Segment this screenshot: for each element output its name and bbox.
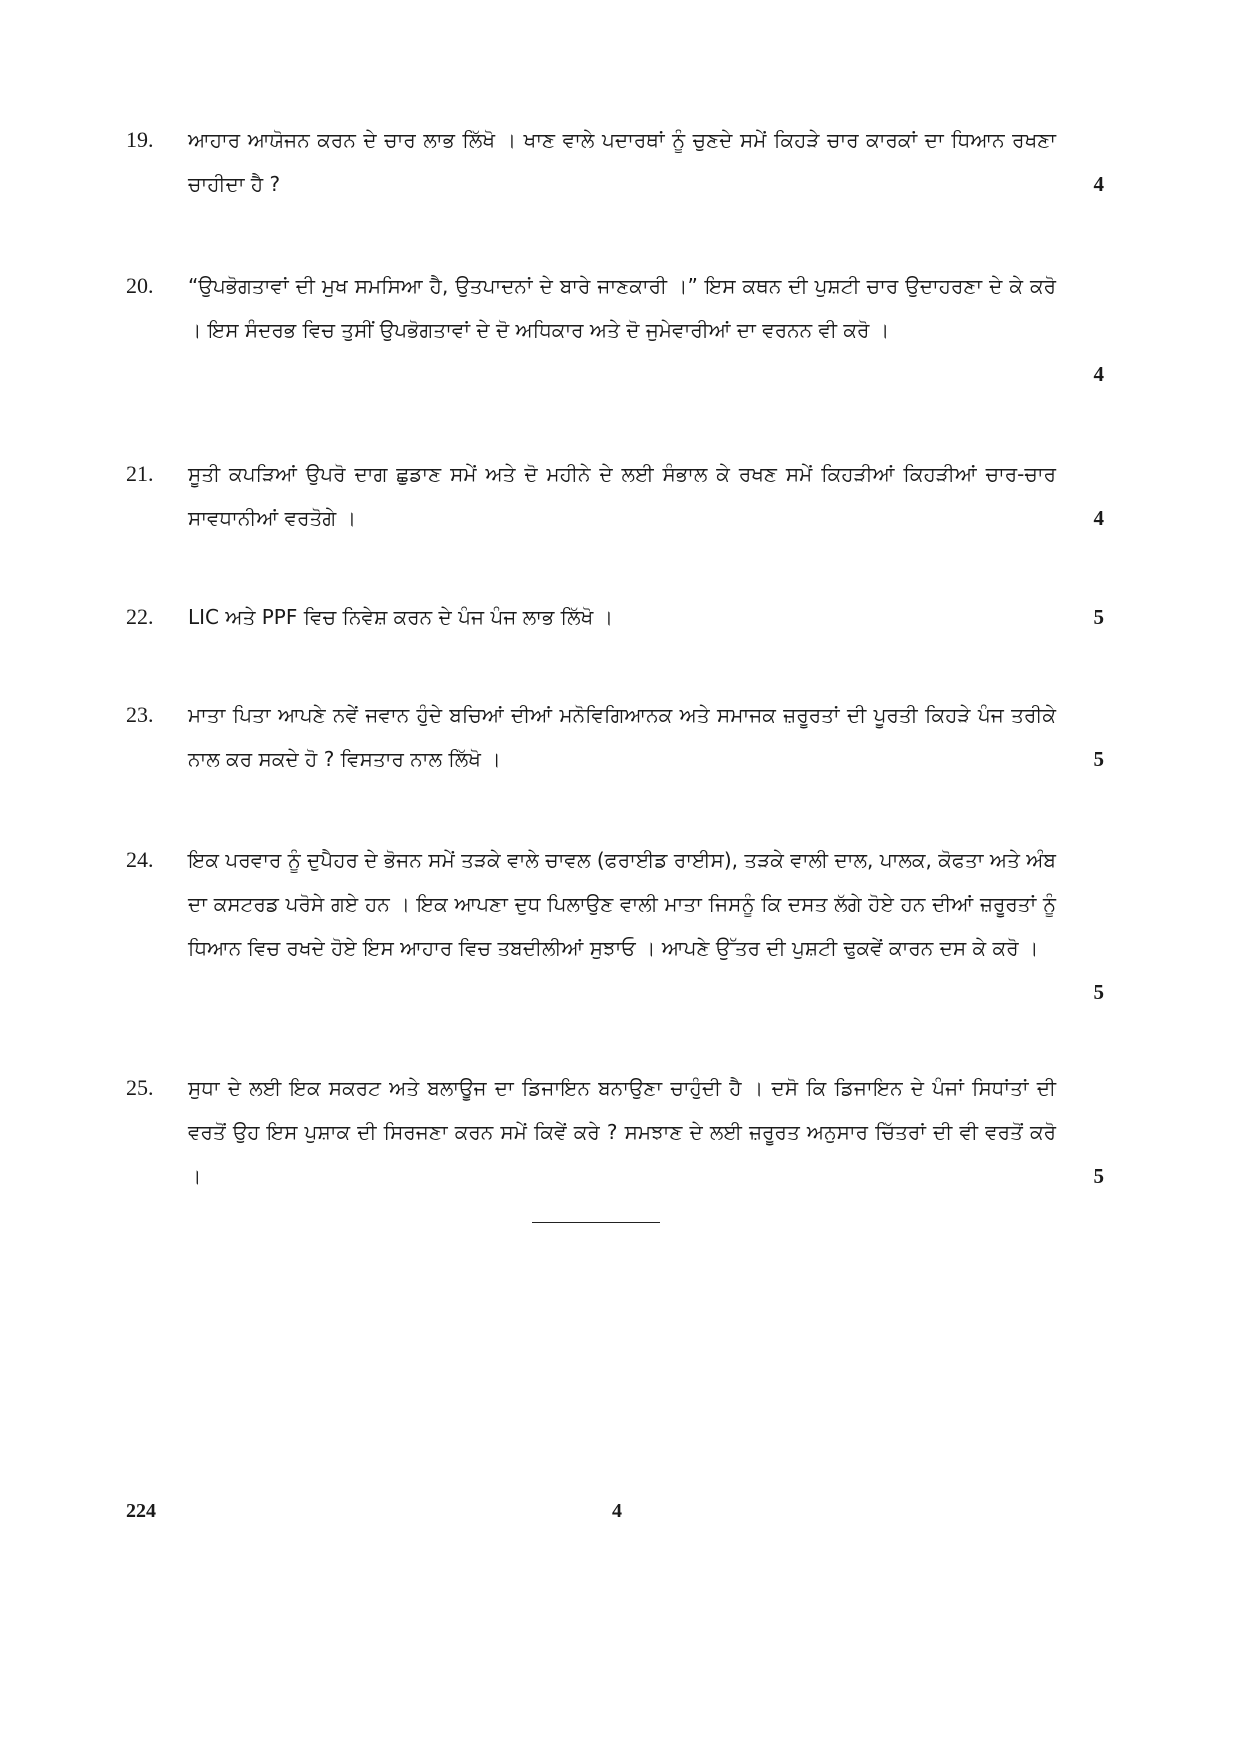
question-number: 24. <box>126 847 154 872</box>
question-number: 23. <box>126 702 154 727</box>
question-22 <box>126 595 1104 639</box>
question-marks: 4 <box>1093 362 1104 386</box>
question-marks: 5 <box>1093 1164 1104 1188</box>
question-20 <box>126 264 1104 396</box>
question-number: 20. <box>126 273 154 298</box>
question-number: 25. <box>126 1075 154 1100</box>
paper-code: 224 <box>126 1500 156 1522</box>
question-number: 21. <box>126 461 154 486</box>
question-19 <box>126 118 1104 206</box>
question-marks: 5 <box>1093 980 1104 1004</box>
question-21 <box>126 452 1104 540</box>
question-number: 19. <box>126 127 154 152</box>
question-marks: 5 <box>1093 605 1104 629</box>
question-text: ਇਕ ਪਰਵਾਰ ਨੂੰ ਦੁਪੈਹਰ ਦੇ ਭੋਜਨ ਸਮੇਂ ਤੜਕੇ ਵਾਲੇ ਚਾਵਲ (ਫਰਾਈਡ ਰਾਈਸ), ਤੜਕੇ ਵਾਲੀ ਦਾਲ, ਪਾਲਕ, ਕੋਫਤਾ ਅਤੇ ਅੰਬ ਦਾ ਕਸਟਰਡ ਪਰੋਸੇ ਗਏ ਹਨ । ਇਕ ਆਪਣਾ ਦੁਧ ਪਿਲਾਉਣ ਵਾਲੀ ਮਾਤਾ ਜਿਸਨੂੰ ਕਿ ਦਸਤ ਲੱਗੇ ਹੋਏ ਹਨ ਦੀਆਂ ਜ਼ਰੂਰਤਾਂ ਨੂੰ ਧਿਆਨ ਵਿਚ ਰਖਦੇ ਹੋਏ ਇਸ ਆਹਾਰ ਵਿਚ ਤਬਦੀਲੀਆਂ ਸੁਝਾਓ । ਆਪਣੇ ਉੱਤਰ ਦੀ ਪੁਸ਼ਟੀ ਢੁਕਵੇਂ ਕਾਰਨ ਦਸ ਕੇ ਕਰੋ । <box>188 848 1056 960</box>
question-marks: 4 <box>1093 506 1104 530</box>
question-25 <box>126 1066 1104 1198</box>
question-marks: 5 <box>1093 747 1104 771</box>
question-text: LIC ਅਤੇ PPF ਵਿਚ ਨਿਵੇਸ਼ ਕਰਨ ਦੇ ਪੰਜ ਪੰਜ ਲਾਭ ਲਿੱਖੋ । <box>188 605 614 629</box>
end-divider <box>532 1222 660 1223</box>
page-number: 4 <box>612 1500 622 1522</box>
question-text: ਆਹਾਰ ਆਯੋਜਨ ਕਰਨ ਦੇ ਚਾਰ ਲਾਭ ਲਿੱਖੋ । ਖਾਣ ਵਾਲੇ ਪਦਾਰਥਾਂ ਨੂੰ ਚੁਣਦੇ ਸਮੇਂ ਕਿਹੜੇ ਚਾਰ ਕਾਰਕਾਂ ਦਾ ਧਿਆਨ ਰਖਣਾ ਚਾਹੀਦਾ ਹੈ ? <box>188 128 1056 196</box>
question-23 <box>126 693 1104 781</box>
question-text: ਸੁਧਾ ਦੇ ਲਈ ਇਕ ਸਕਰਟ ਅਤੇ ਬਲਾਊਜ ਦਾ ਡਿਜਾਇਨ ਬਨਾਉਣਾ ਚਾਹੁੰਦੀ ਹੈ । ਦਸੋ ਕਿ ਡਿਜਾਇਨ ਦੇ ਪੰਜਾਂ ਸਿਧਾਂਤਾਂ ਦੀ ਵਰਤੋਂ ਉਹ ਇਸ ਪੁਸ਼ਾਕ ਦੀ ਸਿਰਜਣਾ ਕਰਨ ਸਮੇਂ ਕਿਵੇਂ ਕਰੇ ? ਸਮਝਾਣ ਦੇ ਲਈ ਜ਼ਰੂਰਤ ਅਨੁਸਾਰ ਚਿੱਤਰਾਂ ਦੀ ਵੀ ਵਰਤੋਂ ਕਰੋ । <box>188 1076 1056 1188</box>
question-text: ਸੂਤੀ ਕਪੜਿਆਂ ਉਪਰੋ ਦਾਗ ਛੁਡਾਣ ਸਮੇਂ ਅਤੇ ਦੋ ਮਹੀਨੇ ਦੇ ਲਈ ਸੰਭਾਲ ਕੇ ਰਖਣ ਸਮੇਂ ਕਿਹੜੀਆਂ ਕਿਹੜੀਆਂ ਚਾਰ-ਚਾਰ ਸਾਵਧਾਨੀਆਂ ਵਰਤੋਗੇ । <box>188 462 1056 530</box>
question-24 <box>126 838 1104 1014</box>
question-text: “ਉਪਭੋਗਤਾਵਾਂ ਦੀ ਮੁਖ ਸਮਸਿਆ ਹੈ, ਉਤਪਾਦਨਾਂ ਦੇ ਬਾਰੇ ਜਾਣਕਾਰੀ ।” ਇਸ ਕਥਨ ਦੀ ਪੁਸ਼ਟੀ ਚਾਰ ਉਦਾਹਰਣਾ ਦੇ ਕੇ ਕਰੋ । ਇਸ ਸੰਦਰਭ ਵਿਚ ਤੁਸੀਂ ਉਪਭੋਗਤਾਵਾਂ ਦੇ ਦੋ ਅਧਿਕਾਰ ਅਤੇ ਦੋ ਜੁਮੇਵਾਰੀਆਂ ਦਾ ਵਰਨਨ ਵੀ ਕਰੋ । <box>188 274 1056 342</box>
question-text: ਮਾਤਾ ਪਿਤਾ ਆਪਣੇ ਨਵੇਂ ਜਵਾਨ ਹੁੰਦੇ ਬਚਿਆਂ ਦੀਆਂ ਮਨੋਵਿਗਿਆਨਕ ਅਤੇ ਸਮਾਜਕ ਜ਼ਰੂਰਤਾਂ ਦੀ ਪੂਰਤੀ ਕਿਹੜੇ ਪੰਜ ਤਰੀਕੇ ਨਾਲ ਕਰ ਸਕਦੇ ਹੋ ? ਵਿਸਤਾਰ ਨਾਲ ਲਿੱਖੋ । <box>188 703 1056 771</box>
question-marks: 4 <box>1093 172 1104 196</box>
question-number: 22. <box>126 604 154 629</box>
